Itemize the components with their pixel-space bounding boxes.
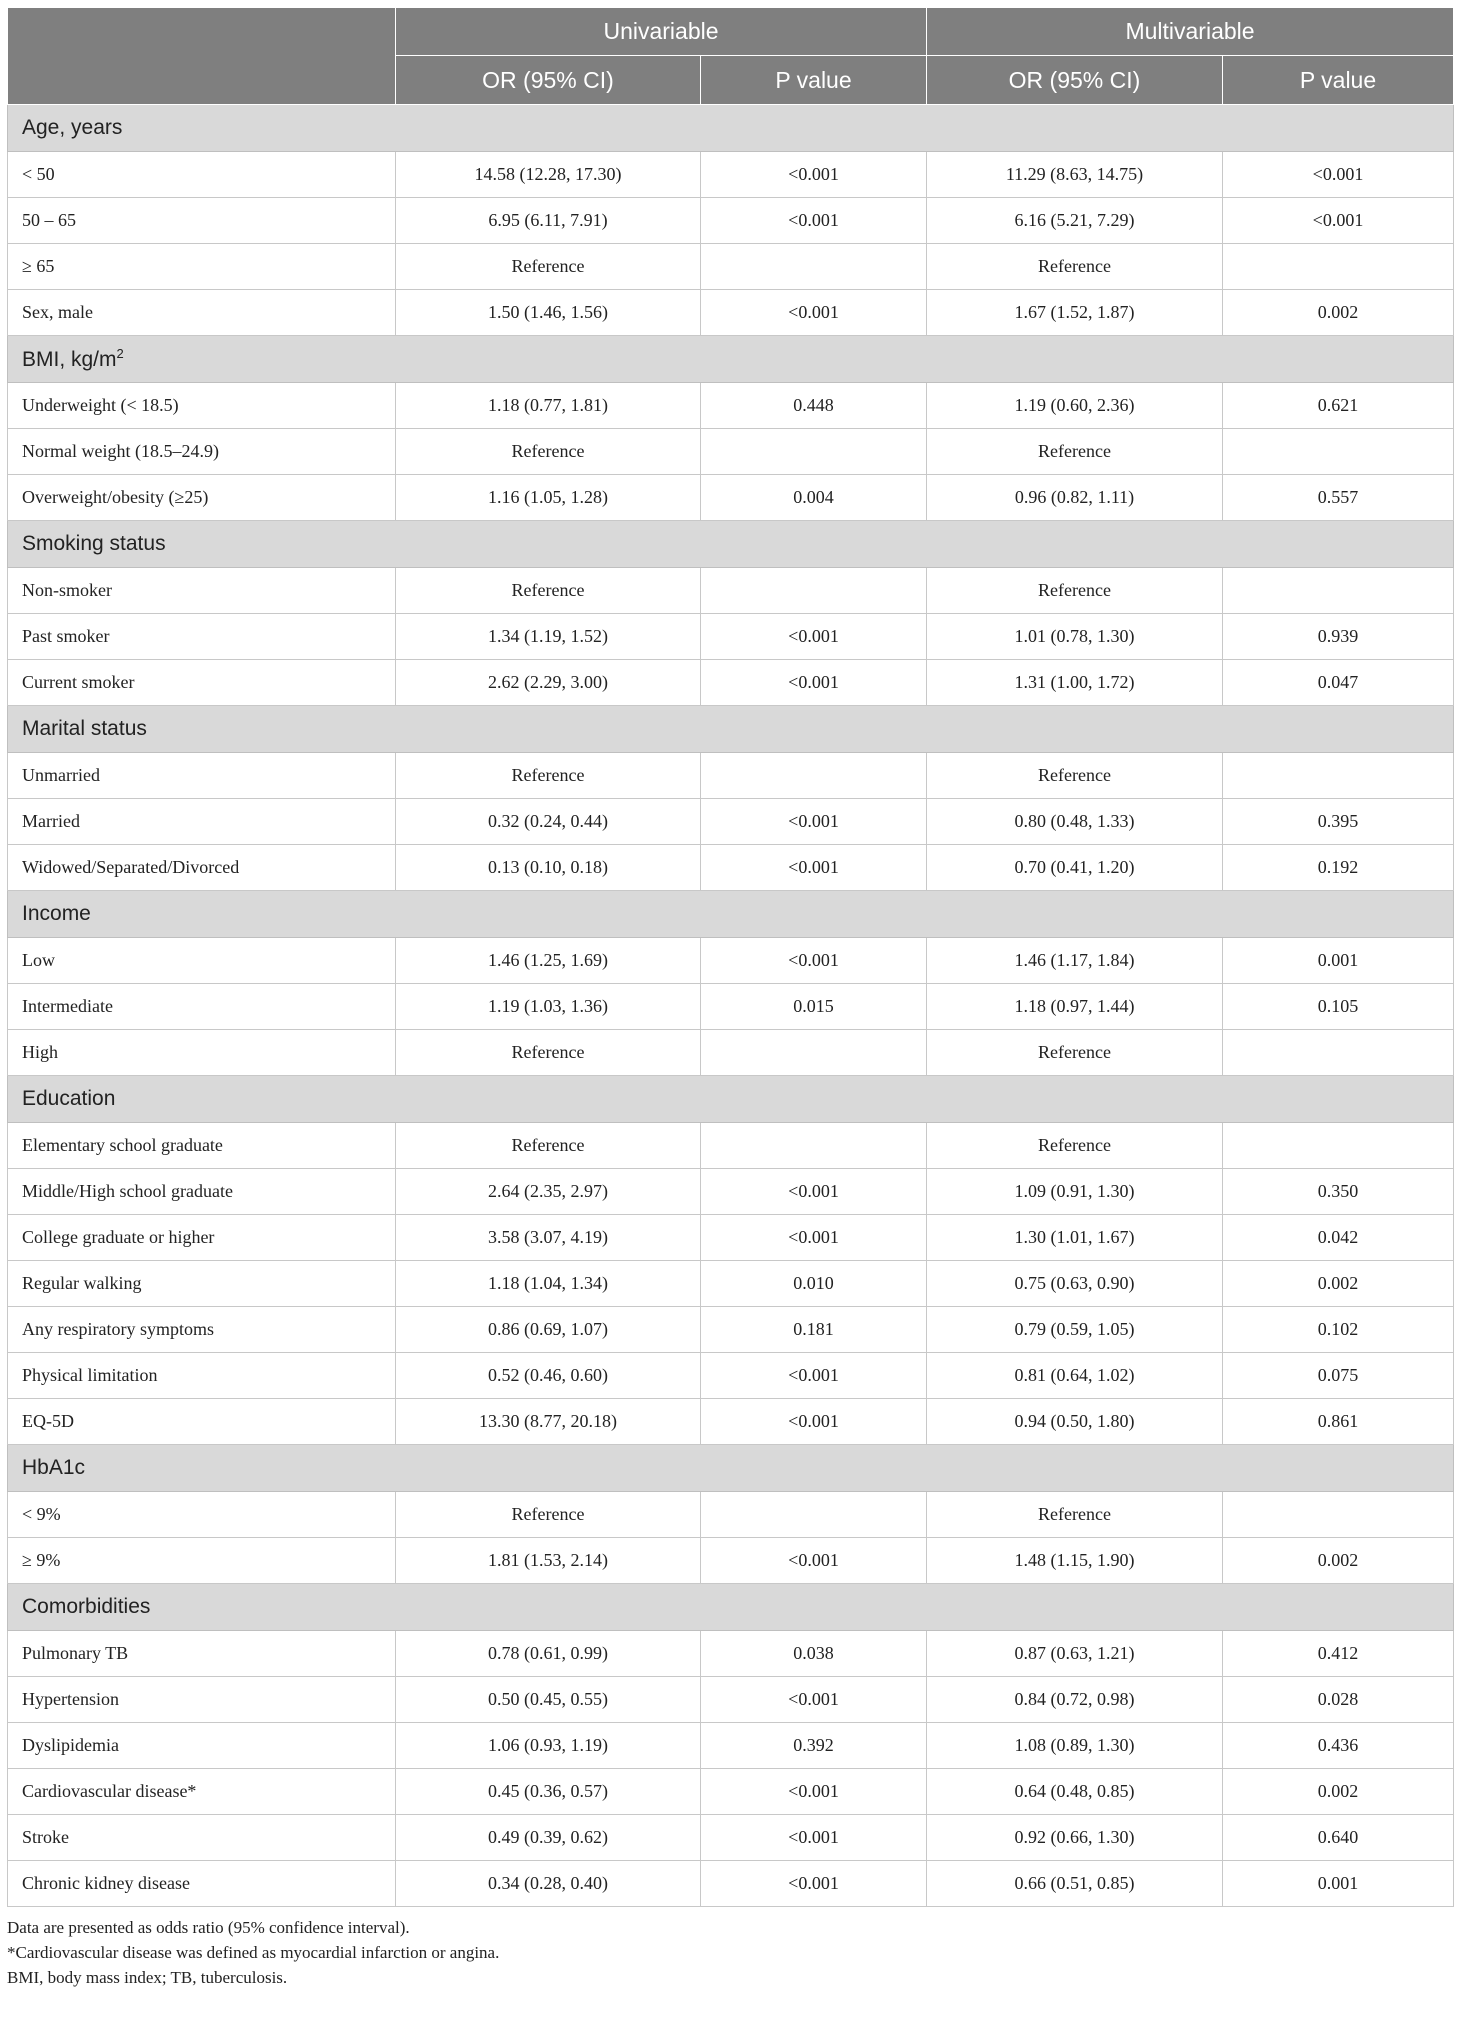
row-label: Chronic kidney disease <box>8 1861 396 1907</box>
multivariable-p-cell: 0.436 <box>1223 1723 1454 1769</box>
multivariable-or-cell: Reference <box>927 753 1223 799</box>
univariable-or-cell: Reference <box>396 1030 701 1076</box>
univariable-or-cell: Reference <box>396 753 701 799</box>
univariable-or-cell: 0.45 (0.36, 0.57) <box>396 1769 701 1815</box>
footnotes <box>7 1915 1453 1990</box>
univariable-p-cell <box>701 1030 927 1076</box>
multivariable-p-cell <box>1223 244 1454 290</box>
univariable-or-cell: Reference <box>396 568 701 614</box>
univariable-or-cell: 0.49 (0.39, 0.62) <box>396 1815 701 1861</box>
table-row <box>8 1861 1454 1907</box>
table-row <box>8 1169 1454 1215</box>
univariable-p-cell: <0.001 <box>701 1169 927 1215</box>
univariable-or-cell: 0.34 (0.28, 0.40) <box>396 1861 701 1907</box>
multivariable-p-cell: 0.002 <box>1223 1769 1454 1815</box>
table-row <box>8 938 1454 984</box>
section-label-text: HbA1c <box>22 1456 86 1479</box>
row-label: 50 – 65 <box>8 198 396 244</box>
multivariable-p-cell: <0.001 <box>1223 198 1454 244</box>
table-row <box>8 198 1454 244</box>
univariable-or-cell: 0.78 (0.61, 0.99) <box>396 1631 701 1677</box>
section-label-text: Education <box>22 1087 116 1110</box>
row-label: Low <box>8 938 396 984</box>
section-label-text: BMI, kg/m <box>22 348 117 371</box>
header-blank-cell <box>8 8 396 105</box>
multivariable-p-cell: 0.102 <box>1223 1307 1454 1353</box>
univariable-p-cell: 0.448 <box>701 383 927 429</box>
row-label: Stroke <box>8 1815 396 1861</box>
row-label: High <box>8 1030 396 1076</box>
univariable-or-cell: 1.06 (0.93, 1.19) <box>396 1723 701 1769</box>
table-row <box>8 1538 1454 1584</box>
row-label: Regular walking <box>8 1261 396 1307</box>
univariable-or-cell: 6.95 (6.11, 7.91) <box>396 198 701 244</box>
univariable-p-cell <box>701 753 927 799</box>
row-label: Intermediate <box>8 984 396 1030</box>
row-label: Middle/High school graduate <box>8 1169 396 1215</box>
univariable-p-cell: <0.001 <box>701 1769 927 1815</box>
multivariable-or-cell: 0.79 (0.59, 1.05) <box>927 1307 1223 1353</box>
row-label: Dyslipidemia <box>8 1723 396 1769</box>
row-label: Widowed/Separated/Divorced <box>8 845 396 891</box>
multivariable-or-cell: 6.16 (5.21, 7.29) <box>927 198 1223 244</box>
univariable-or-cell: 1.34 (1.19, 1.52) <box>396 614 701 660</box>
univariable-or-cell: Reference <box>396 1492 701 1538</box>
univariable-p-cell <box>701 568 927 614</box>
table-row <box>8 845 1454 891</box>
table-row <box>8 568 1454 614</box>
univariable-p-cell <box>701 1492 927 1538</box>
univariable-or-cell: 0.13 (0.10, 0.18) <box>396 845 701 891</box>
multivariable-or-cell: 1.31 (1.00, 1.72) <box>927 660 1223 706</box>
multivariable-p-cell: 0.640 <box>1223 1815 1454 1861</box>
multivariable-p-cell <box>1223 1492 1454 1538</box>
row-label: Cardiovascular disease* <box>8 1769 396 1815</box>
row-label: College graduate or higher <box>8 1215 396 1261</box>
univariable-or-cell: 0.52 (0.46, 0.60) <box>396 1353 701 1399</box>
table-row <box>8 1123 1454 1169</box>
univariable-p-cell: 0.010 <box>701 1261 927 1307</box>
multivariable-or-cell: 1.67 (1.52, 1.87) <box>927 290 1223 336</box>
multivariable-p-cell: 0.047 <box>1223 660 1454 706</box>
table-row <box>8 660 1454 706</box>
multivariable-p-cell: 0.350 <box>1223 1169 1454 1215</box>
multivariable-p-cell <box>1223 1123 1454 1169</box>
table-header <box>8 8 1454 105</box>
row-label: Married <box>8 799 396 845</box>
multivariable-p-cell: 0.075 <box>1223 1353 1454 1399</box>
multivariable-or-cell: 0.87 (0.63, 1.21) <box>927 1631 1223 1677</box>
multivariable-or-cell: Reference <box>927 244 1223 290</box>
row-label: Underweight (< 18.5) <box>8 383 396 429</box>
row-label: Past smoker <box>8 614 396 660</box>
multivariable-or-cell: 0.75 (0.63, 0.90) <box>927 1261 1223 1307</box>
univariable-or-cell: 1.18 (1.04, 1.34) <box>396 1261 701 1307</box>
univariable-p-cell: 0.038 <box>701 1631 927 1677</box>
univariable-p-cell: <0.001 <box>701 1538 927 1584</box>
univariable-or-cell: 1.46 (1.25, 1.69) <box>396 938 701 984</box>
row-label: Pulmonary TB <box>8 1631 396 1677</box>
table-row <box>8 475 1454 521</box>
univariable-or-cell: 2.62 (2.29, 3.00) <box>396 660 701 706</box>
univariable-or-cell: 0.32 (0.24, 0.44) <box>396 799 701 845</box>
univariable-or-cell: 1.16 (1.05, 1.28) <box>396 475 701 521</box>
multivariable-or-cell: 0.94 (0.50, 1.80) <box>927 1399 1223 1445</box>
multivariable-p-cell <box>1223 753 1454 799</box>
univariable-p-cell: 0.181 <box>701 1307 927 1353</box>
table-row <box>8 1631 1454 1677</box>
table-row <box>8 429 1454 475</box>
multivariable-p-cell <box>1223 568 1454 614</box>
multivariable-p-cell: 0.861 <box>1223 1399 1454 1445</box>
multivariable-or-cell: Reference <box>927 1030 1223 1076</box>
row-label: Non-smoker <box>8 568 396 614</box>
table-row <box>8 614 1454 660</box>
row-label: Sex, male <box>8 290 396 336</box>
multivariable-or-cell: 0.96 (0.82, 1.11) <box>927 475 1223 521</box>
univariable-p-cell: <0.001 <box>701 845 927 891</box>
header-uni-p: P value <box>701 56 927 105</box>
univariable-or-cell: 0.50 (0.45, 0.55) <box>396 1677 701 1723</box>
multivariable-or-cell: 0.64 (0.48, 0.85) <box>927 1769 1223 1815</box>
multivariable-or-cell: 0.70 (0.41, 1.20) <box>927 845 1223 891</box>
univariable-p-cell: 0.015 <box>701 984 927 1030</box>
univariable-p-cell <box>701 1123 927 1169</box>
section-header-row <box>8 521 1454 568</box>
univariable-p-cell <box>701 244 927 290</box>
section-label-text: Smoking status <box>22 532 166 555</box>
table-row <box>8 1353 1454 1399</box>
univariable-or-cell: Reference <box>396 244 701 290</box>
multivariable-or-cell: Reference <box>927 1123 1223 1169</box>
univariable-p-cell: <0.001 <box>701 799 927 845</box>
odds-ratio-table <box>7 7 1454 1907</box>
univariable-or-cell: 0.86 (0.69, 1.07) <box>396 1307 701 1353</box>
univariable-p-cell <box>701 429 927 475</box>
table-row <box>8 1769 1454 1815</box>
multivariable-p-cell: 0.028 <box>1223 1677 1454 1723</box>
multivariable-or-cell: 1.46 (1.17, 1.84) <box>927 938 1223 984</box>
univariable-p-cell: <0.001 <box>701 1815 927 1861</box>
multivariable-or-cell: 0.80 (0.48, 1.33) <box>927 799 1223 845</box>
header-multivariable: Multivariable <box>927 8 1454 56</box>
univariable-p-cell: <0.001 <box>701 152 927 198</box>
univariable-p-cell: <0.001 <box>701 290 927 336</box>
table-row <box>8 1261 1454 1307</box>
multivariable-p-cell: 0.002 <box>1223 1261 1454 1307</box>
section-header-row <box>8 1445 1454 1492</box>
section-label <box>8 1584 1454 1631</box>
univariable-or-cell: 2.64 (2.35, 2.97) <box>396 1169 701 1215</box>
table-row <box>8 1723 1454 1769</box>
header-row-groups <box>8 8 1454 56</box>
table-row <box>8 1815 1454 1861</box>
row-label: Overweight/obesity (≥25) <box>8 475 396 521</box>
multivariable-p-cell: 0.192 <box>1223 845 1454 891</box>
univariable-p-cell: <0.001 <box>701 1215 927 1261</box>
univariable-p-cell: <0.001 <box>701 614 927 660</box>
header-univariable: Univariable <box>396 8 927 56</box>
multivariable-p-cell: 0.105 <box>1223 984 1454 1030</box>
univariable-or-cell: 3.58 (3.07, 4.19) <box>396 1215 701 1261</box>
multivariable-or-cell: 1.30 (1.01, 1.67) <box>927 1215 1223 1261</box>
multivariable-p-cell: 0.939 <box>1223 614 1454 660</box>
section-header-row <box>8 105 1454 152</box>
section-label-text: Comorbidities <box>22 1595 151 1618</box>
section-label-superscript: 2 <box>116 346 124 361</box>
section-header-row <box>8 706 1454 753</box>
table-row <box>8 152 1454 198</box>
row-label: Elementary school graduate <box>8 1123 396 1169</box>
univariable-p-cell: <0.001 <box>701 1861 927 1907</box>
table-container <box>7 7 1453 1990</box>
multivariable-or-cell: 0.81 (0.64, 1.02) <box>927 1353 1223 1399</box>
multivariable-p-cell <box>1223 1030 1454 1076</box>
row-label: Unmarried <box>8 753 396 799</box>
header-uni-or: OR (95% CI) <box>396 56 701 105</box>
table-body <box>8 105 1454 1907</box>
multivariable-p-cell: <0.001 <box>1223 152 1454 198</box>
section-header-row <box>8 1076 1454 1123</box>
section-header-row <box>8 1584 1454 1631</box>
multivariable-p-cell: 0.001 <box>1223 938 1454 984</box>
table-row <box>8 1492 1454 1538</box>
section-label <box>8 1445 1454 1492</box>
row-label: ≥ 9% <box>8 1538 396 1584</box>
table-row <box>8 1215 1454 1261</box>
univariable-p-cell: <0.001 <box>701 938 927 984</box>
row-label: < 50 <box>8 152 396 198</box>
section-label <box>8 1076 1454 1123</box>
section-label <box>8 891 1454 938</box>
table-row <box>8 290 1454 336</box>
multivariable-p-cell: 0.001 <box>1223 1861 1454 1907</box>
section-label <box>8 336 1454 383</box>
section-label <box>8 105 1454 152</box>
multivariable-p-cell: 0.557 <box>1223 475 1454 521</box>
row-label: ≥ 65 <box>8 244 396 290</box>
section-label-text: Marital status <box>22 717 147 740</box>
univariable-p-cell: 0.004 <box>701 475 927 521</box>
header-multi-p: P value <box>1223 56 1454 105</box>
univariable-p-cell: <0.001 <box>701 1353 927 1399</box>
multivariable-p-cell: 0.621 <box>1223 383 1454 429</box>
multivariable-or-cell: Reference <box>927 1492 1223 1538</box>
section-label-text: Age, years <box>22 116 123 139</box>
multivariable-or-cell: 0.92 (0.66, 1.30) <box>927 1815 1223 1861</box>
univariable-p-cell: 0.392 <box>701 1723 927 1769</box>
section-header-row <box>8 891 1454 938</box>
multivariable-or-cell: Reference <box>927 568 1223 614</box>
table-row <box>8 1677 1454 1723</box>
table-row <box>8 244 1454 290</box>
univariable-or-cell: 1.81 (1.53, 2.14) <box>396 1538 701 1584</box>
footnote: Data are presented as odds ratio (95% confidence interval). <box>7 1918 410 1937</box>
section-label <box>8 521 1454 568</box>
multivariable-p-cell <box>1223 429 1454 475</box>
section-label-text: Income <box>22 902 91 925</box>
univariable-or-cell: 14.58 (12.28, 17.30) <box>396 152 701 198</box>
table-row <box>8 1030 1454 1076</box>
footnote: BMI, body mass index; TB, tuberculosis. <box>7 1968 288 1987</box>
row-label: Normal weight (18.5–24.9) <box>8 429 396 475</box>
univariable-or-cell: 1.18 (0.77, 1.81) <box>396 383 701 429</box>
multivariable-or-cell: 1.09 (0.91, 1.30) <box>927 1169 1223 1215</box>
multivariable-or-cell: 1.19 (0.60, 2.36) <box>927 383 1223 429</box>
multivariable-p-cell: 0.042 <box>1223 1215 1454 1261</box>
table-row <box>8 1307 1454 1353</box>
table-row <box>8 1399 1454 1445</box>
univariable-or-cell: Reference <box>396 1123 701 1169</box>
footnote: *Cardiovascular disease was defined as myocardial infarction or angina. <box>7 1943 500 1962</box>
univariable-or-cell: 1.19 (1.03, 1.36) <box>396 984 701 1030</box>
multivariable-p-cell: 0.395 <box>1223 799 1454 845</box>
row-label: Current smoker <box>8 660 396 706</box>
univariable-or-cell: 1.50 (1.46, 1.56) <box>396 290 701 336</box>
univariable-or-cell: Reference <box>396 429 701 475</box>
multivariable-or-cell: 0.66 (0.51, 0.85) <box>927 1861 1223 1907</box>
multivariable-or-cell: 1.08 (0.89, 1.30) <box>927 1723 1223 1769</box>
univariable-p-cell: <0.001 <box>701 1399 927 1445</box>
univariable-or-cell: 13.30 (8.77, 20.18) <box>396 1399 701 1445</box>
multivariable-or-cell: 1.18 (0.97, 1.44) <box>927 984 1223 1030</box>
header-multi-or: OR (95% CI) <box>927 56 1223 105</box>
table-row <box>8 753 1454 799</box>
row-label: < 9% <box>8 1492 396 1538</box>
section-label <box>8 706 1454 753</box>
multivariable-or-cell: 11.29 (8.63, 14.75) <box>927 152 1223 198</box>
multivariable-or-cell: Reference <box>927 429 1223 475</box>
univariable-p-cell: <0.001 <box>701 198 927 244</box>
row-label: Any respiratory symptoms <box>8 1307 396 1353</box>
row-label: Physical limitation <box>8 1353 396 1399</box>
multivariable-or-cell: 0.84 (0.72, 0.98) <box>927 1677 1223 1723</box>
multivariable-p-cell: 0.412 <box>1223 1631 1454 1677</box>
table-row <box>8 799 1454 845</box>
table-row <box>8 984 1454 1030</box>
multivariable-p-cell: 0.002 <box>1223 290 1454 336</box>
multivariable-or-cell: 1.01 (0.78, 1.30) <box>927 614 1223 660</box>
section-header-row <box>8 336 1454 383</box>
row-label: EQ-5D <box>8 1399 396 1445</box>
univariable-p-cell: <0.001 <box>701 660 927 706</box>
univariable-p-cell: <0.001 <box>701 1677 927 1723</box>
multivariable-p-cell: 0.002 <box>1223 1538 1454 1584</box>
table-row <box>8 383 1454 429</box>
multivariable-or-cell: 1.48 (1.15, 1.90) <box>927 1538 1223 1584</box>
row-label: Hypertension <box>8 1677 396 1723</box>
